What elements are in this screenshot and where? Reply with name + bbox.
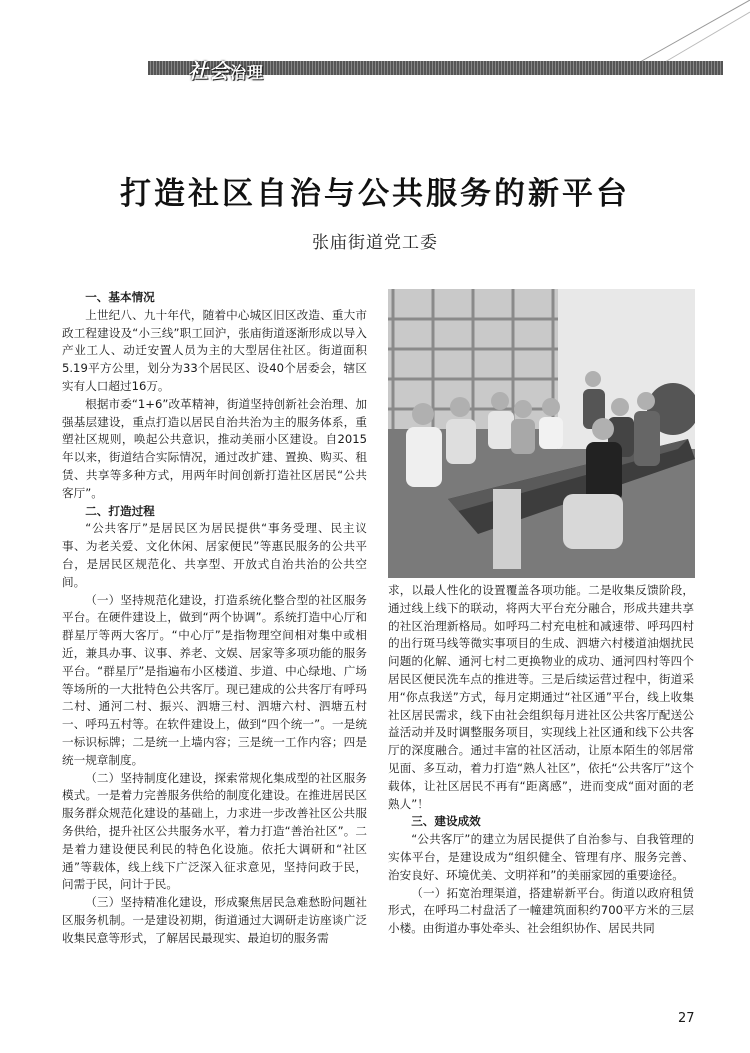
paragraph: （一）坚持规范化建设，打造系统化整合型的社区服务平台。在硬件建设上，做到“两个协调”。系统打造中心厅和群星厅等两大客厅。“中心厅”是指物理空间相对集中或相近，兼具办事、议事、养老、文娱、居家等多项功能的服务平台。“群星厅”是指遍布小区楼道、步道、中心绿地、广场等场所的一大批特色公共客厅。现已建成的公共客厅有呼玛二村、通河二村、振兴、泗塘三村、泗塘六村、泗塘五村一、呼玛五村等。在软件建设上，做到“四个统一”。一是统一标识标牌；二是统一上墙内容；三是统一工作内容；四是统一规章制度。 [62,592,367,767]
column-label [188,55,264,84]
column-label-part1: 社会 [188,59,230,83]
page-number: 27 [678,1011,695,1026]
photo-community-meeting-icon [388,289,695,578]
paragraph: （三）坚持精准化建设，形成聚焦居民急难愁盼问题社区服务机制。一是建设初期，街道通过大调研走访座谈广泛收集民意等形式，了解居民最现实、最迫切的服务需 [62,895,367,945]
section-heading: 一、基本情况 [85,290,155,304]
paragraph: （二）坚持制度化建设，探索常规化集成型的社区服务模式。一是着力完善服务供给的制度化建设。在推进居民区服务群众规范化建设的基础上，力求进一步改善社区公共服务供给，提升社区公共服务水平，着力打造“善治社区”。二是着力建设便民利民的特色化设施。依托大调研和“社区通”等载体，线上线下广泛深入征求意见，坚持问政于民，问需于民，问计于民。 [62,770,367,892]
article-title: 打造社区自治与公共服务的新平台 [120,176,630,212]
paragraph: “公共客厅”是居民区为居民提供“事务受理、民主议事、为老关爱、文化休闲、居家便民”等惠民服务的公共平台，是居民区规范化、共享型、开放式自治共治的公共空间。 [62,521,367,589]
section-header [118,55,678,81]
article-author: 张庙街道党工委 [312,233,438,253]
paragraph: “公共客厅”的建立为居民提供了自治参与、自我管理的实体平台，是建设成为“组织健全、管理有序、服务完善、治安良好、环境优美、文明祥和”的美丽家园的重要途径。 [388,832,694,882]
right-column [388,582,694,938]
paragraph: （一）拓宽治理渠道，搭建崭新平台。街道以政府租赁形式，在呼玛二村盘活了一幢建筑面积约700平方米的三层小楼。由街道办事处牵头、社会组织协作、居民共同 [388,885,694,936]
paragraph: 上世纪八、九十年代，随着中心城区旧区改造、重大市政工程建设及“小三线”职工回沪，张庙街道逐渐形成以导入产业工人、动迁安置人员为主的大型居住社区。街道面积5.19平方公里，划分为33个居民区、设40个居委会，辖区实有人口超过16万。 [62,307,367,393]
section-heading: 二、打造过程 [85,503,155,518]
paragraph: 根据市委“1+6”改革精神，街道坚持创新社会治理、加强基层建设，重点打造以居民自治共治为主的服务体系，重塑社区规则，唤起公共意识，推动美丽小区建设。自2015年以来，街道结合实际情况，通过改扩建、置换、购买、租赁、共享等多种方式，用两年时间创新打造社区居民“公共客厅”。 [62,396,367,500]
section-heading: 三、建设成效 [411,814,481,829]
paragraph: 求，以最人性化的设置覆盖各项功能。二是收集反馈阶段，通过线上线下的联动，将两大平台充分融合，形成共建共享的社区治理新格局。如呼玛二村充电桩和减速带、呼玛四村的出行斑马线等微实事项目的生成、泗塘六村楼道油烟扰民问题的化解、通河七村二更换物业的成功、通河四村等四个居民区便民洗车点的推进等。三是后续运营过程中，街道采用“你点我送”方式，每月定期通过“社区通”平台，线上收集社区居民需求，线下由社会组织每月进社区公共客厅配送公益活动并及时调整服务项目，实现线上社区通和线下公共客厅的深度融合。通过丰富的社区活动，让原本陌生的邻居常见面、多互动，着力打造“熟人社区”，依托“公共客厅”这个载体，让社区居民不再有“距离感”，进而变成“面对面的老熟人”！ [388,583,694,811]
column-label-part2: 治理 [230,63,265,82]
left-column [62,289,367,947]
